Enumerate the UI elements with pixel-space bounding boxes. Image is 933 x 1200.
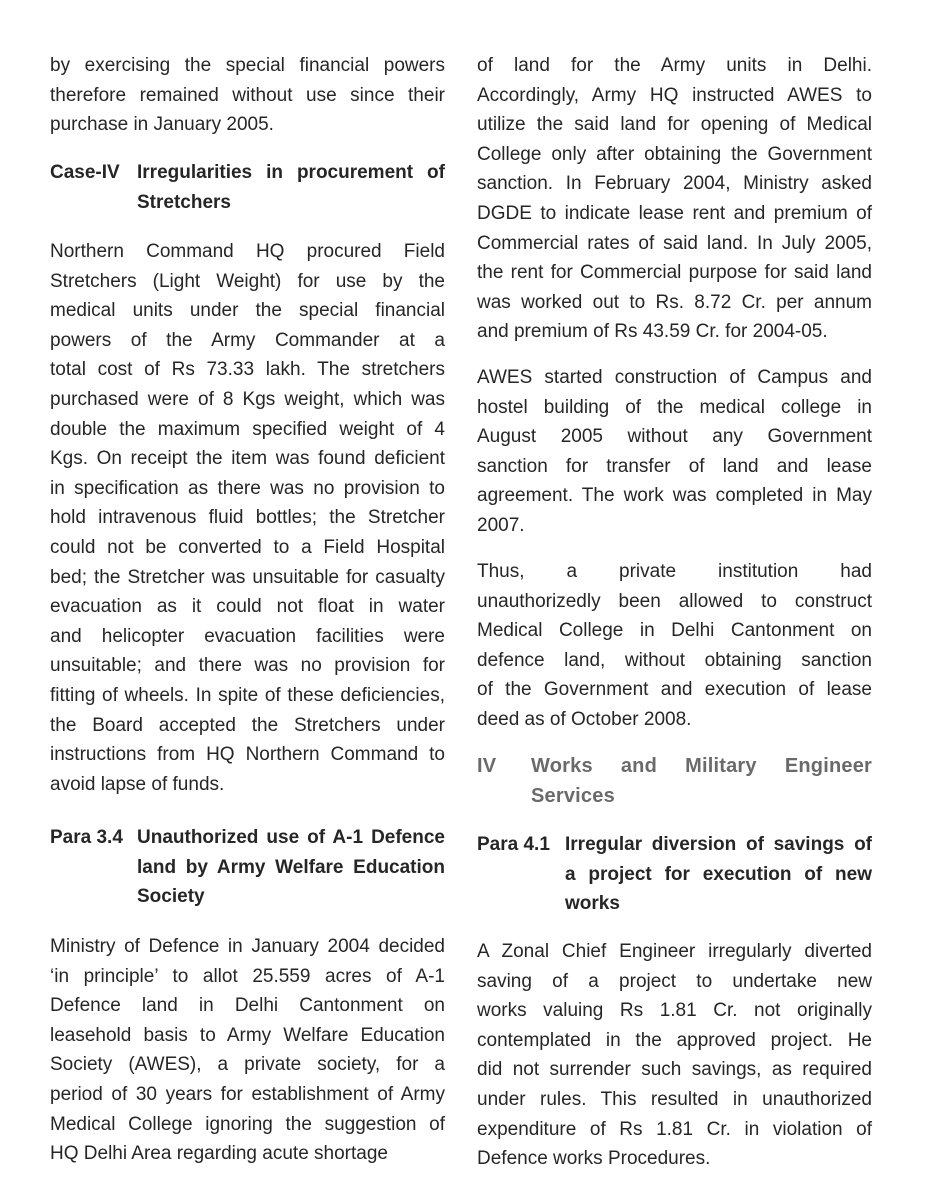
text-line: a project for execution of new	[565, 863, 872, 885]
text-line: agreement. The work was completed in May	[477, 485, 872, 507]
text-line: therefore remained without use since their	[50, 84, 445, 106]
heading-label: Case-IV	[50, 162, 120, 183]
paragraph-thus	[477, 557, 872, 735]
text-line: bed; the Stretcher was unsuitable for casualty	[50, 566, 445, 588]
text-line: Kgs. On receipt the item was found deficient	[50, 448, 445, 470]
text-line: powers of the Army Commander at a	[50, 329, 445, 351]
text-line: Society	[137, 886, 205, 908]
text-line: defence land, without obtaining sanction	[477, 649, 872, 671]
paragraph-zonal-chief-engineer	[477, 937, 872, 1174]
text-line: Services	[531, 784, 615, 807]
text-line: double the maximum specified weight of 4	[50, 418, 445, 440]
text-line: unauthorizedly been allowed to construct	[477, 590, 872, 612]
section-number: IV	[477, 755, 497, 777]
text-line: expenditure of Rs 1.81 Cr. in violation of	[477, 1118, 872, 1140]
text-line: contemplated in the approved project. He	[477, 1029, 872, 1051]
text-line: Medical College in Delhi Cantonment on	[477, 620, 872, 642]
text-line: the rent for Commercial purpose for said land	[477, 262, 872, 284]
paragraph-army-hq	[477, 51, 872, 347]
text-line: Society (AWES), a private society, for a	[50, 1054, 445, 1076]
text-line: hold intravenous fluid bottles; the Stretcher	[50, 507, 445, 529]
heading-para-3-4	[50, 823, 445, 913]
text-line: Irregularities in procurement of	[137, 162, 445, 183]
text-line: sanction for transfer of land and lease	[477, 455, 872, 477]
text-line: Defence land in Delhi Cantonment on	[50, 995, 445, 1017]
text-line: period of 30 years for establishment of Army	[50, 1083, 445, 1105]
text-line: A Zonal Chief Engineer irregularly diverted	[477, 941, 872, 962]
text-line: the Board accepted the Stretchers under	[50, 714, 445, 736]
text-line: 2007.	[477, 514, 525, 536]
text-line: avoid lapse of funds.	[50, 773, 225, 795]
text-line: August 2005 without any Government	[477, 426, 872, 448]
text-line: Thus, a private institution had	[477, 561, 872, 582]
section-title	[531, 752, 872, 811]
heading-title	[137, 158, 445, 217]
heading-label: Para 3.4	[50, 827, 123, 848]
heading-case-iv	[50, 158, 445, 218]
heading-title	[565, 830, 872, 919]
text-line: by exercising the special financial powers	[50, 55, 445, 76]
text-line: was worked out to Rs. 8.72 Cr. per annum	[477, 291, 872, 313]
text-line: Irregular diversion of savings of	[565, 834, 872, 855]
text-line: DGDE to indicate lease rent and premium of	[477, 202, 872, 224]
text-line: works valuing Rs 1.81 Cr. not originally	[477, 1000, 872, 1022]
text-line: and helicopter evacuation facilities were	[50, 625, 445, 647]
text-line: fitting of wheels. In spite of these deficiencies,	[50, 684, 445, 706]
text-line: unsuitable; and there was no provision for	[50, 655, 445, 677]
text-line: saving of a project to undertake new	[477, 970, 872, 992]
text-line: ‘in principle’ to allot 25.559 acres of A-1	[50, 965, 445, 987]
text-line: Commercial rates of said land. In July 2005,	[477, 232, 872, 254]
text-line: Accordingly, Army HQ instructed AWES to	[477, 84, 872, 106]
text-line: purchased were of 8 Kgs weight, which was	[50, 388, 445, 410]
text-line: HQ Delhi Area regarding acute shortage	[50, 1143, 388, 1165]
text-line: hostel building of the medical college in	[477, 396, 872, 418]
text-line: Medical College ignoring the suggestion of	[50, 1113, 445, 1135]
text-line: land by Army Welfare Education	[137, 856, 445, 878]
paragraph-stretchers	[50, 237, 445, 799]
text-line: Works and Military Engineer	[531, 755, 872, 777]
text-line: in specification as there was no provision to	[50, 477, 445, 499]
text-line: sanction. In February 2004, Ministry asked	[477, 173, 872, 195]
heading-para-4-1	[477, 830, 872, 920]
text-line: instructions from HQ Northern Command to	[50, 744, 445, 766]
text-line: Defence works Procedures.	[477, 1148, 711, 1170]
text-line: Northern Command HQ procured Field	[50, 241, 445, 262]
text-line: deed as of October 2008.	[477, 708, 692, 730]
text-line: did not surrender such savings, as required	[477, 1059, 872, 1081]
text-line: College only after obtaining the Government	[477, 143, 872, 165]
text-line: could not be converted to a Field Hospital	[50, 536, 445, 558]
text-line: Unauthorized use of A-1 Defence	[137, 827, 445, 848]
text-line: works	[565, 893, 620, 915]
heading-label: Para 4.1	[477, 834, 550, 855]
heading-title	[137, 823, 445, 912]
text-line: total cost of Rs 73.33 lakh. The stretchers	[50, 359, 445, 381]
text-line: under rules. This resulted in unauthorized	[477, 1088, 872, 1110]
text-line: Stretchers (Light Weight) for use by the	[50, 270, 445, 292]
text-line: Stretchers	[137, 191, 231, 213]
text-line: medical units under the special financial	[50, 300, 445, 322]
text-line: Ministry of Defence in January 2004 decided	[50, 936, 445, 957]
text-line: utilize the said land for opening of Medical	[477, 114, 872, 136]
text-line: AWES started construction of Campus and	[477, 367, 872, 388]
text-line: and premium of Rs 43.59 Cr. for 2004-05.	[477, 321, 828, 343]
text-line: purchase in January 2005.	[50, 114, 274, 136]
text-line: evacuation as it could not float in water	[50, 596, 445, 618]
text-line: leasehold basis to Army Welfare Education	[50, 1024, 445, 1046]
paragraph-special-powers	[50, 51, 445, 140]
text-line: of land for the Army units in Delhi.	[477, 55, 872, 76]
text-line: of the Government and execution of lease	[477, 679, 872, 701]
paragraph-awes-construction	[477, 363, 872, 541]
paragraph-ministry-defence	[50, 932, 445, 1169]
section-heading-iv	[477, 752, 872, 812]
